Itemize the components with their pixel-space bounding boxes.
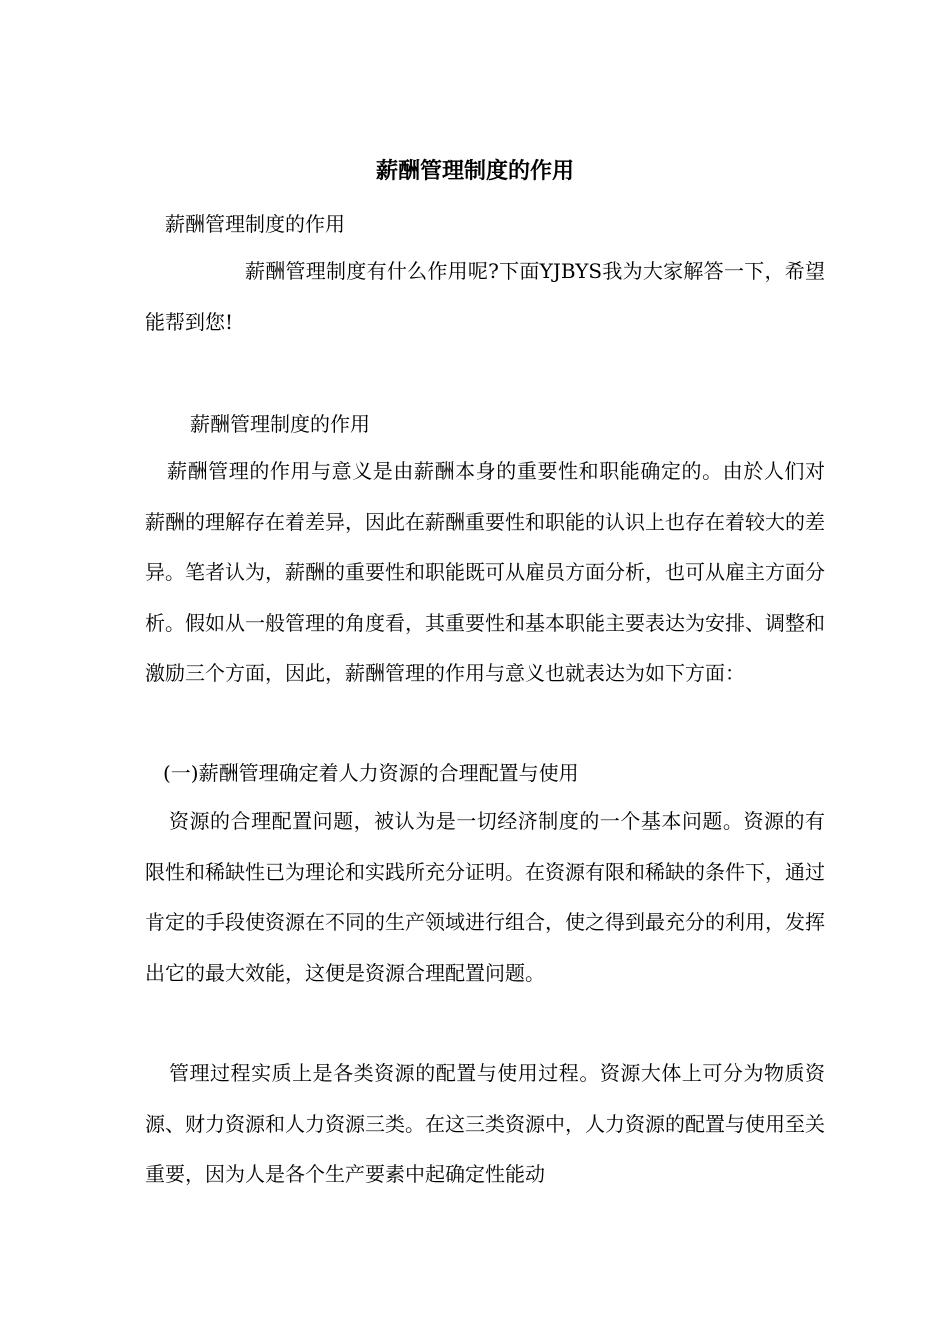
document-title: 薪酬管理制度的作用 xyxy=(375,158,574,184)
intro-paragraph: 薪酬管理制度有什么作用呢?下面YJBYS我为大家解答一下，希望能帮到您! xyxy=(145,259,825,334)
body-paragraph-1: 薪酬管理的作用与意义是由薪酬本身的重要性和职能确定的。由於人们对薪酬的理解存在着差异，因此在薪酬重要性和职能的认识上也存在着较大的差异。笔者认为，薪酬的重要性和职能既可从雇员方面分析，也可从雇主方面分析。假如从一般管理的角度看，其重要性和基本职能主要表达为安排、调整和激励三个方面，因此，薪酬管理的作用与意义也就表达为如下方面： xyxy=(145,459,825,685)
point-1-heading: (一)薪酬管理确定着人力资源的合理配置与使用 xyxy=(163,761,579,785)
document-subtitle: 薪酬管理制度的作用 xyxy=(165,212,345,236)
section-heading: 薪酬管理制度的作用 xyxy=(190,412,370,436)
body-paragraph-2: 资源的合理配置问题，被认为是一切经济制度的一个基本问题。资源的有限性和稀缺性已为理论和实践所充分证明。在资源有限和稀缺的条件下，通过肯定的手段使资源在不同的生产领域进行组合，使之得到最充分的利用，发挥出它的最大效能，这便是资源合理配置问题。 xyxy=(145,809,825,985)
body-paragraph-3: 管理过程实质上是各类资源的配置与使用过程。资源大体上可分为物质资源、财力资源和人力资源三类。在这三类资源中，人力资源的配置与使用至关重要，因为人是各个生产要素中起确定性能动 xyxy=(145,1061,825,1186)
